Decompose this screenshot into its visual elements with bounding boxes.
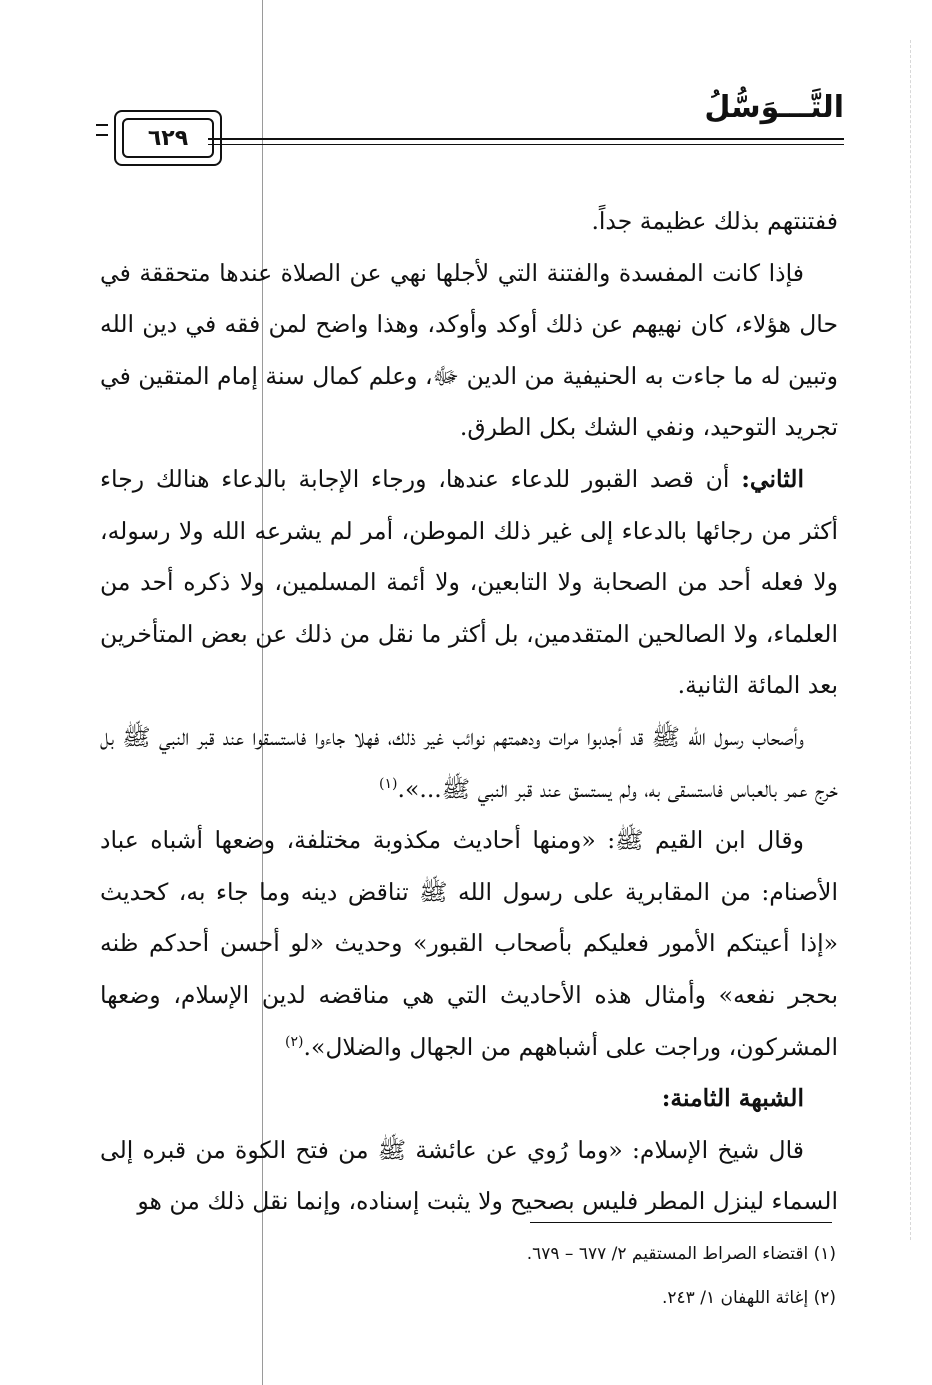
paragraph-1: ففتنتهم بذلك عظيمة جداً. <box>591 207 838 235</box>
section-heading: الشبهة الثامنة: <box>661 1084 804 1113</box>
paragraph-2: فإذا كانت المفسدة والفتنة التي لأجلها نهي عن الصلاة عندها متحققة في حال هؤلاء، كان نهيهم عن ذلك أوكد وأوكد، وهذا واضح لمن فقه في دين الله وتبين له ما جاءت به الحنيفية من الدين ﷻ، وعلم كمال سنة إمام المتقين في تجريد التوحيد، ونفي الشك بكل الطرق. <box>100 258 838 442</box>
main-text <box>100 196 838 1228</box>
scan-margin-line <box>910 40 912 1240</box>
paragraph-3 <box>100 454 838 712</box>
footnote-separator <box>530 1222 832 1223</box>
paragraph-4 <box>100 712 838 815</box>
footnote-ref-2[interactable]: (٢) <box>285 1033 304 1050</box>
paragraph-5 <box>100 815 838 1073</box>
paragraph-4-text: وأصحاب رسول الله ﷺ قد أجدبوا مرات ودهمتهم نوائب غير ذلك، فهلا جاءوا فاستسقوا عند قبر النبي ﷺ بل خرج عمر بالعباس فاستسقى به، ولم يستسق عند قبر النبي ﷺ...». <box>100 722 838 803</box>
page-number: ٦٢٩ <box>122 118 214 158</box>
paragraph-3-text: أن قصد القبور للدعاء عندها، ورجاء الإجابة بالدعاء هنالك رجاء أكثر من رجائها بالدعاء إلى غير ذلك الموطن، أمر لم يشرعه الله ولا رسوله، ولا فعله أحد من الصحابة ولا التابعين، ولا أئمة المسلمين، ولا ذكره أحد من العلماء، ولا الصالحين المتقدمين، بل أكثر ما نقل من ذلك عن بعض المتأخرين بعد المائة الثانية. <box>100 464 838 700</box>
footnotes <box>300 1232 836 1320</box>
header-rule-thick <box>208 138 844 140</box>
header-rule-thin <box>208 144 844 145</box>
paragraph-6: قال شيخ الإسلام: «وما رُوي عن عائشة ﷺ من فتح الكوة من قبره إلى السماء لينزل المطر فليس بصحيح ولا يثبت إسناده، وإنما نقل ذلك من هو <box>100 1135 838 1216</box>
header-rule <box>208 138 844 150</box>
paragraph-5-text: وقال ابن القيم ﷺ: «ومنها أحاديث مكذوبة مختلفة، وضعها أشباه عباد الأصنام: من المقابرية على رسول الله ﷺ تناقض دينه وما جاء به، كحديث «إذا أعيتكم الأمور فعليكم بأصحاب القبور» وحديث «لو أحسن أحدكم ظنه بحجر نفعه» وأمثال هذه الأحاديث التي هي مناقضه لدين الإسلام، وضعها المشركون، وراجت على أشباههم من الجهال والضلال». <box>100 826 838 1061</box>
page-header <box>96 88 844 178</box>
footnote-2: (٢) إغاثة اللهفان ١/ ٢٤٣. <box>662 1288 836 1308</box>
ornament-mark <box>96 124 108 136</box>
paragraph-3-lead: الثاني: <box>741 464 804 493</box>
footnote-ref-1[interactable]: (١) <box>379 775 398 792</box>
footnote-1: (١) اقتضاء الصراط المستقيم ٢/ ٦٧٧ – ٦٧٩. <box>526 1244 836 1264</box>
running-title: التَّـــوَسُّلُ <box>704 90 844 125</box>
